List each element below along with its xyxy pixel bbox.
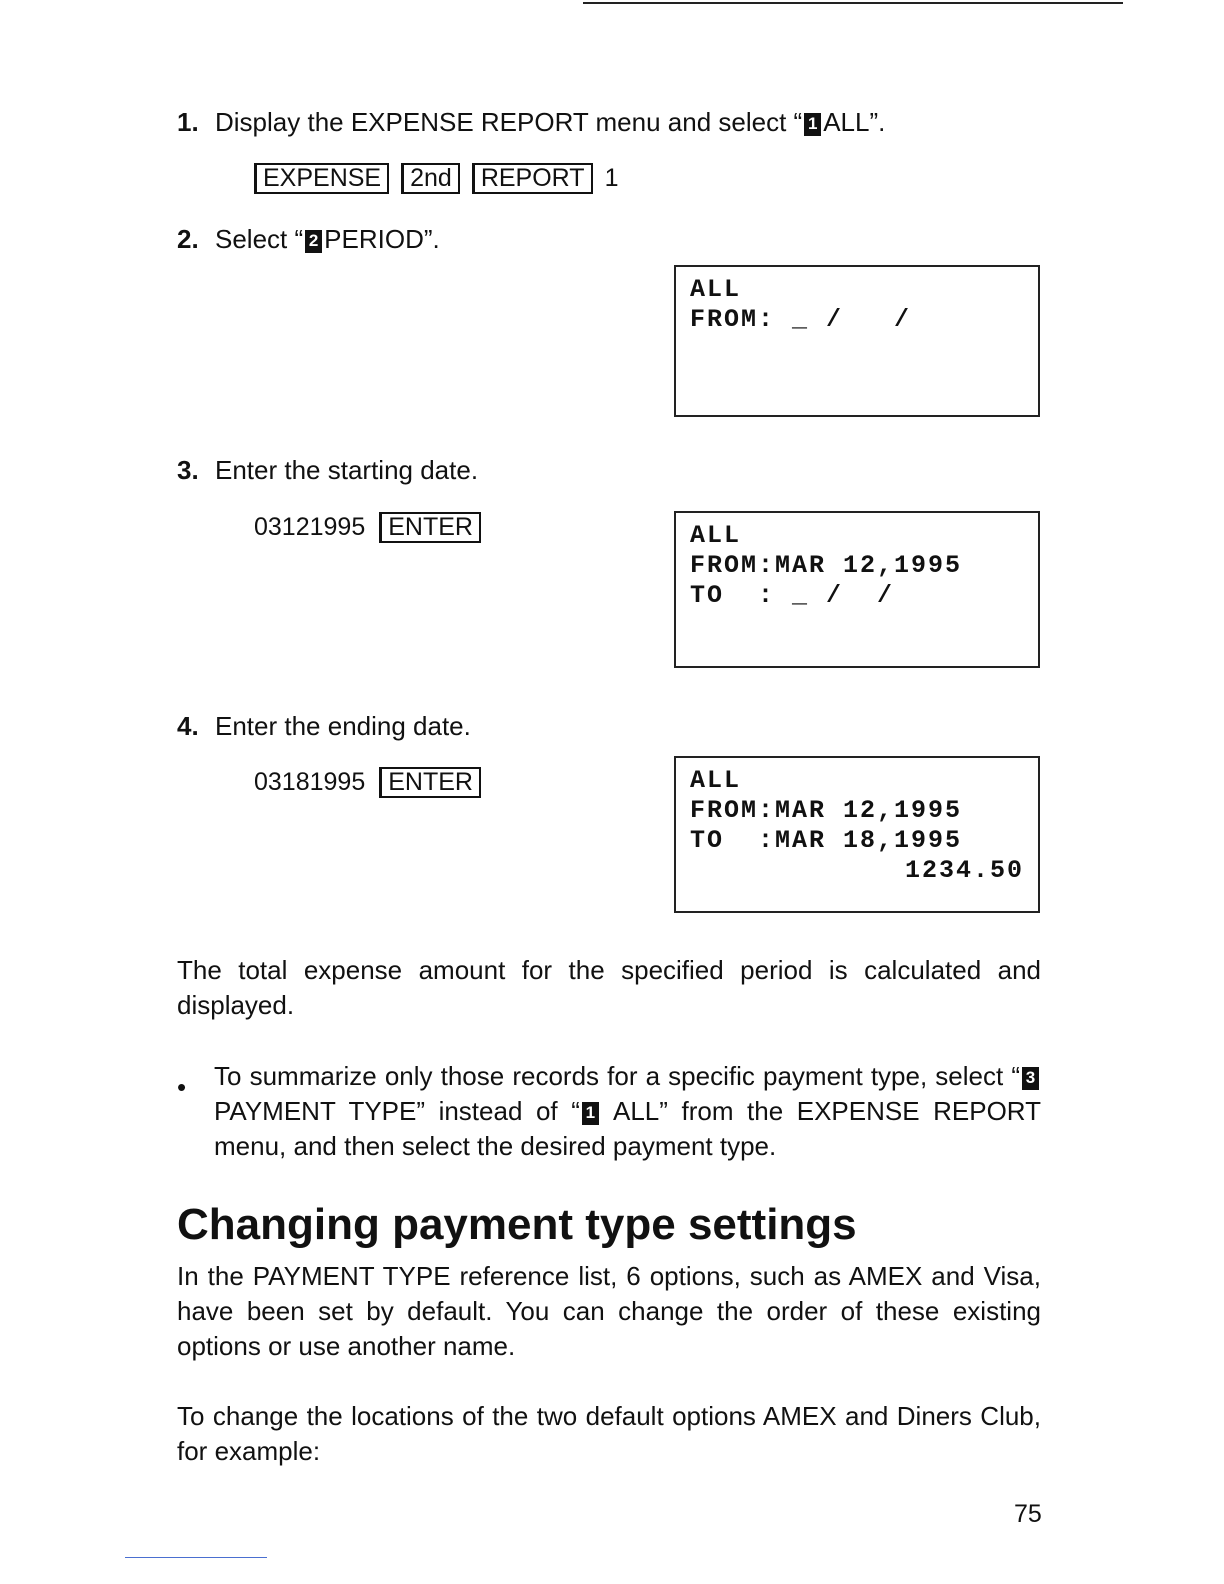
bottom-rule [125,1557,267,1558]
date-input: 03121995 [254,513,366,541]
lcd-line: FROM:MAR 12,1995 [690,796,963,825]
lcd-display-2 [674,511,1040,668]
step-text-end: ALL”. [823,107,886,137]
step-number: 2. [177,224,199,254]
note-text: PAYMENT TYPE” instead of “ [214,1096,580,1126]
lcd-display-1 [674,265,1040,417]
menu-option-badge: 1 [804,113,821,136]
step-4 [177,711,471,741]
enter-key: ENTER [379,512,481,543]
menu-option-badge: 1 [582,1102,599,1125]
step-number: 1. [177,107,199,137]
step-text: Display the EXPENSE REPORT menu and select “ [215,107,803,137]
key-sequence-step-1 [254,163,618,194]
menu-option-badge: 2 [305,230,322,253]
step-text-end: PERIOD”. [324,224,440,254]
step-number: 3. [177,455,199,485]
lcd-line: FROM:MAR 12,1995 [690,551,963,580]
lcd-display-3 [674,756,1040,913]
step-3 [177,455,478,485]
total-description: The total expense amount for the specified period is calculated and displayed. [177,955,1041,1020]
lcd-line: ALL [690,521,742,550]
lcd-line: TO :MAR 18,1995 [690,826,963,855]
key-sequence-step-3 [254,512,493,543]
date-input: 03181995 [254,768,366,796]
key-sequence-step-4 [254,767,493,798]
note-text: To summarize only those records for a specific payment type, select “ [214,1061,1020,1091]
lcd-total-amount: 1234.50 [904,856,1024,885]
lcd-line: TO : _ / / [690,581,895,610]
step-1 [177,107,885,137]
enter-key: ENTER [379,767,481,798]
top-rule [583,2,1123,4]
page-number: 75 [1014,1500,1042,1528]
lcd-line: ALL [690,275,742,304]
step-text: Select “ [215,224,304,254]
payment-type-note [214,1059,1041,1164]
lcd-line: FROM: _ / / [690,305,912,334]
menu-option-badge: 3 [1022,1067,1039,1090]
example-paragraph: To change the locations of the two default options AMEX and Diners Club, for example: [177,1401,1041,1466]
lcd-line: ALL [690,766,742,795]
step-number: 4. [177,711,199,741]
step-text: Enter the ending date. [215,711,471,741]
digit-key: 1 [604,164,619,192]
step-text: Enter the starting date. [215,455,479,485]
intro-paragraph: In the PAYMENT TYPE reference list, 6 options, such as AMEX and Visa, have been set by default. You can change the order of these existing options or use another name. [177,1261,1041,1361]
expense-key: EXPENSE [254,163,389,194]
section-heading: Changing payment type settings [177,1200,857,1249]
report-key: REPORT [472,163,593,194]
bullet-marker: • [177,1072,187,1102]
second-function-key: 2nd [401,163,460,194]
note-text: ALL” from the EXPENSE REPORT menu, and then select the desired payment type. [214,1096,1041,1161]
step-2 [177,224,440,254]
